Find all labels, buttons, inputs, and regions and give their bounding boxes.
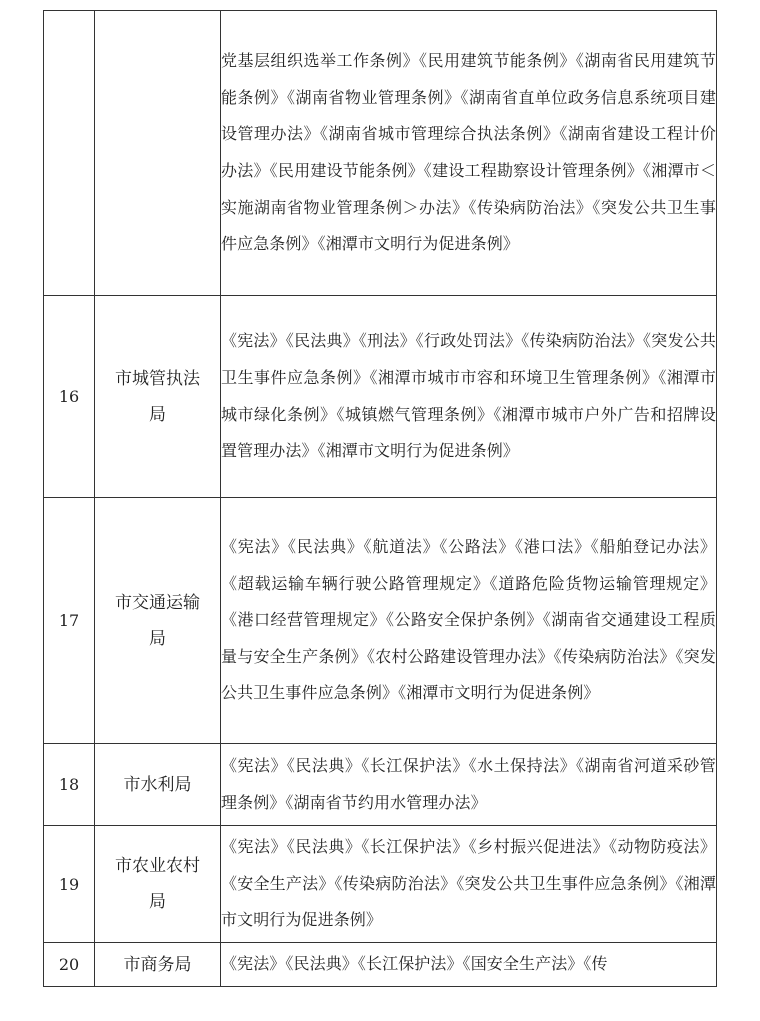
unit-name-line: 市商务局 [123, 954, 192, 975]
unit-name-line: 局 [149, 404, 166, 425]
laws-text: 《宪法》《民法典》《航道法》《公路法》《港口法》《船舶登记办法》《超载运输车辆行驶公路管理规定》《道路危险货物运输管理规定》《港口经营管理规定》《公路安全保护条例》《湖南省交通建设工程质量与安全生产条例》《农村公路建设管理办法》《传染病防治法》《突发公共卫生事件应急条例》《湘潭市文明行为促进条例》 [221, 537, 716, 703]
row-number-cell: 16 [44, 296, 95, 498]
laws-cell [221, 826, 717, 943]
laws-cell [221, 943, 717, 987]
laws-cell [221, 744, 717, 826]
table-row [44, 296, 717, 498]
unit-cell [95, 498, 221, 744]
laws-cell [221, 11, 717, 296]
laws-cell [221, 296, 717, 498]
row-number-cell: 18 [44, 744, 95, 826]
laws-text: 《宪法》《民法典》《长江保护法》《国安全生产法》《传 [221, 954, 608, 974]
unit-name-line: 局 [149, 892, 166, 912]
unit-cell [95, 11, 221, 296]
unit-cell [95, 296, 221, 498]
laws-text: 《宪法》《民法典》《长江保护法》《水土保持法》《湖南省河道采砂管理条例》《湖南省节约用水管理办法》 [221, 755, 716, 812]
row-number-cell [44, 11, 95, 296]
laws-text: 党基层组织选举工作条例》《民用建筑节能条例》《湖南省民用建筑节能条例》《湖南省物业管理条例》《湖南省直单位政务信息系统项目建设管理办法》《湖南省城市管理综合执法条例》《湖南省建设工程计价办法》《民用建设节能条例》《建设工程勘察设计管理条例》《湘潭市＜实施湖南省物业管理条例＞办法》《传染病防治法》《突发公共卫生事件应急条例》《湘潭市文明行为促进条例》 [221, 51, 716, 254]
laws-text: 《宪法》《民法典》《长江保护法》《乡村振兴促进法》《动物防疫法》《安全生产法》《传染病防治法》《突发公共卫生事件应急条例》《湘潭市文明行为促进条例》 [221, 837, 716, 930]
law-training-table [43, 10, 717, 987]
row-number-cell: 20 [44, 943, 95, 987]
unit-cell [95, 826, 221, 943]
laws-cell [221, 498, 717, 744]
table-row [44, 943, 717, 987]
unit-name-line: 市交通运输 [115, 592, 200, 613]
unit-cell [95, 943, 221, 987]
unit-name-line: 市水利局 [123, 774, 192, 795]
unit-cell [95, 744, 221, 826]
unit-name-line: 市城管执法 [115, 368, 200, 389]
table-row [44, 744, 717, 826]
table-row [44, 498, 717, 744]
laws-text: 《宪法》《民法典》《刑法》《行政处罚法》《传染病防治法》《突发公共卫生事件应急条例》《湘潭市城市市容和环境卫生管理条例》《湘潭市城市绿化条例》《城镇燃气管理条例》《湘潭市城市户外广告和招牌设置管理办法》《湘潭市文明行为促进条例》 [221, 331, 716, 461]
unit-name-line: 局 [149, 628, 166, 649]
row-number-cell: 17 [44, 498, 95, 744]
row-number-cell: 19 [44, 826, 95, 943]
table-row [44, 11, 717, 296]
unit-name-line: 市农业农村 [115, 856, 200, 876]
table-row [44, 826, 717, 943]
